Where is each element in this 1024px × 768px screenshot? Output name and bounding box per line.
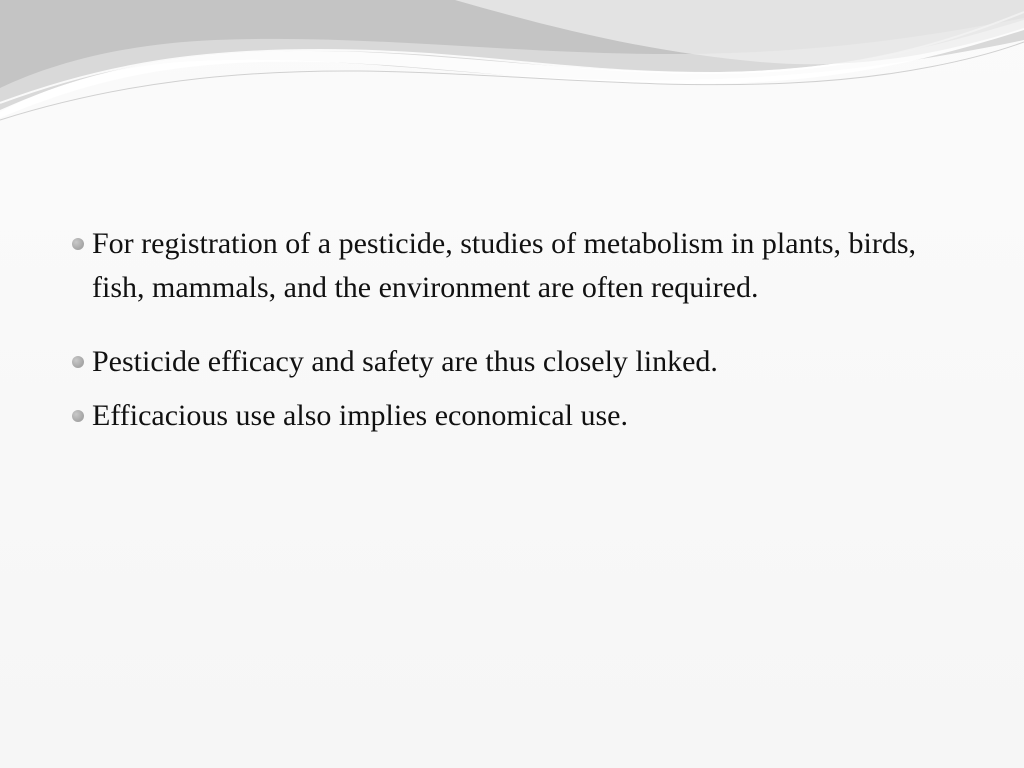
bullet-text: Pesticide efficacy and safety are thus closely linked. xyxy=(92,345,718,378)
bullet-text: For registration of a pesticide, studies of metabolism in plants, birds, fish, mammals, and the environment are often required. xyxy=(92,227,917,304)
slide-content xyxy=(70,222,950,438)
bullet-point-icon xyxy=(72,356,84,368)
bullet-point-icon xyxy=(72,238,84,250)
bullet-item-registration xyxy=(70,222,950,310)
bullet-list xyxy=(70,222,950,438)
bullet-point-icon xyxy=(72,410,84,422)
bullet-item-efficacy-safety xyxy=(70,340,950,384)
bullet-item-economical-use xyxy=(70,394,950,438)
bullet-text: Efficacious use also implies economical use. xyxy=(92,399,628,432)
header-wave-decoration xyxy=(0,0,1024,130)
